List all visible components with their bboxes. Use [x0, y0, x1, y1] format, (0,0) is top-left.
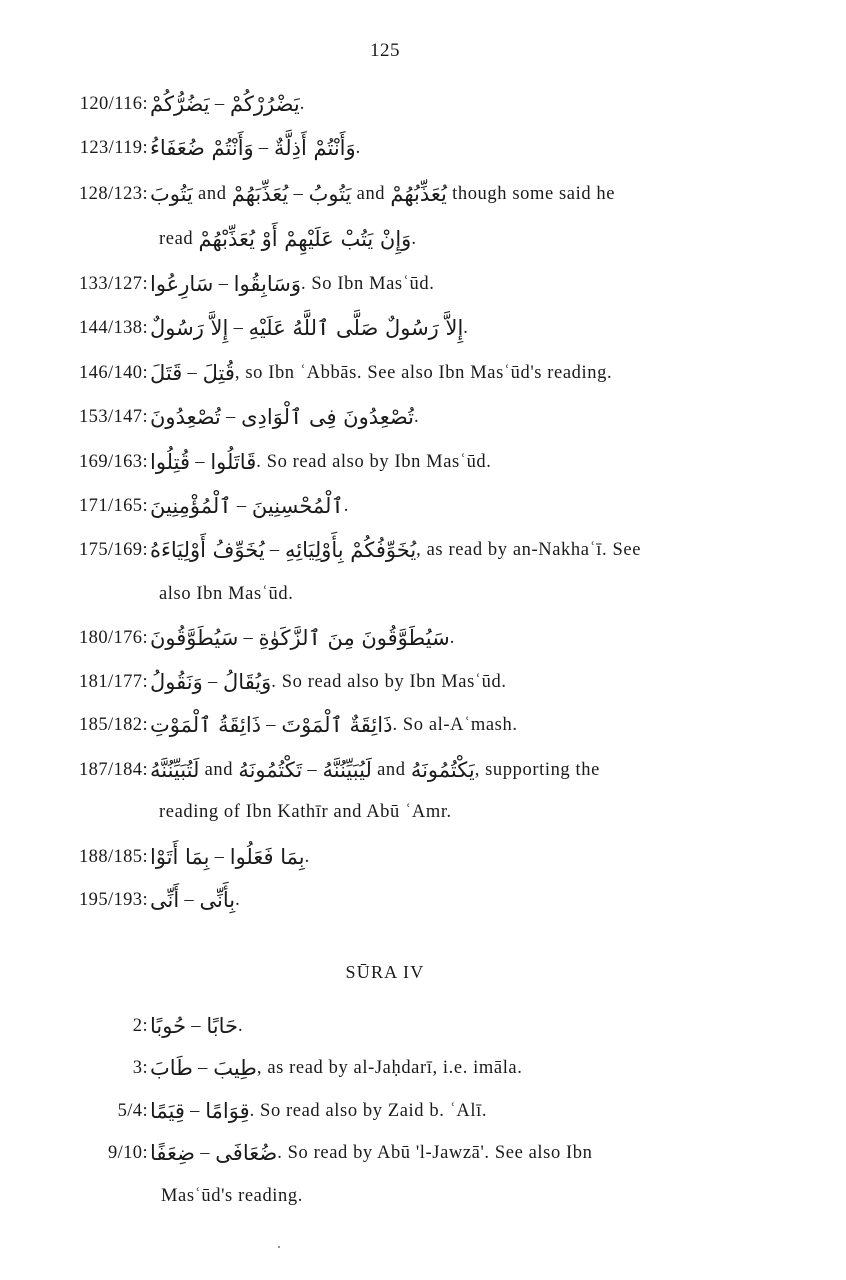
entry-text: [150, 361, 715, 385]
entry-text: [150, 316, 715, 340]
verse-reference: 146/140:: [79, 363, 148, 383]
section-heading: SŪRA IV: [345, 962, 425, 982]
continuation-text: Masʿūd's reading.: [161, 1186, 303, 1206]
verse-reference: 188/185:: [79, 847, 148, 867]
verse-reference: 195/193:: [79, 890, 148, 910]
arabic-reading: سَارِعُوا: [150, 272, 214, 296]
arabic-reading: بِمَا أَتَوْا: [150, 845, 210, 869]
arabic-reading: ضِعَفًا: [150, 1141, 195, 1165]
connector: and: [371, 760, 411, 780]
separator: –: [184, 1101, 206, 1121]
arabic-reading: تُصْعِدُونَ فِى ٱلْوَادِى: [241, 405, 414, 429]
entry-note: , as read by an-Nakhaʿī. See: [416, 540, 642, 560]
separator: –: [231, 496, 252, 516]
entry-text: [150, 1056, 715, 1080]
arabic-reading: يُعَذِّبَهُمْ: [231, 182, 289, 206]
arabic-reading: ذَائِقَةٌ ٱلْمَوْتَ: [281, 713, 393, 737]
arabic-reading: يَضْرُرْكُمْ: [229, 92, 300, 116]
verse-reference: 185/182:: [79, 715, 148, 735]
arabic-reading: طِيبَ: [213, 1056, 257, 1080]
entry-text: [150, 845, 715, 869]
entry-text: [150, 758, 715, 782]
entry-note: .: [355, 138, 361, 158]
separator: –: [228, 318, 249, 338]
verse-reference: 175/169:: [79, 540, 148, 560]
arabic-reading: سَيُطَوَّقُونَ: [150, 626, 239, 650]
separator: –: [209, 94, 230, 114]
arabic-reading: قُتِلُوا: [150, 450, 191, 474]
entry-text: [150, 1099, 715, 1123]
arabic-reading: لَتُبَيِّنُنَّهُ: [150, 758, 200, 782]
arabic-reading: يَضُرُّكُمْ: [150, 92, 210, 116]
entry-text: [150, 670, 715, 694]
separator: –: [192, 1058, 214, 1078]
arabic-reading: طَابَ: [150, 1056, 193, 1080]
entry-note: , as read by al-Jaḥdarī, i.e. imāla.: [256, 1058, 523, 1078]
entry-note: , so Ibn ʿAbbās. See also Ibn Masʿūd's reading.: [234, 363, 613, 383]
separator: –: [302, 760, 323, 780]
arabic-reading: يُخَوِّفُكُمْ بِأَوْلِيَائِهِ: [285, 538, 417, 562]
separator: –: [288, 184, 309, 204]
separator: –: [209, 847, 230, 867]
entry-note: though some said he: [446, 184, 616, 204]
separator: –: [264, 540, 285, 560]
separator: –: [194, 1143, 216, 1163]
entry-text: [150, 405, 715, 429]
entry-note: .: [463, 318, 469, 338]
arabic-reading: قُتِلَ: [202, 361, 235, 385]
continuation-text: reading of Ibn Kathīr and Abū ʿAmr.: [159, 802, 452, 822]
verse-reference: 169/163:: [79, 452, 148, 472]
entry-note: . So read also by Zaid b. ʿAlī.: [249, 1101, 488, 1121]
verse-reference: 171/165:: [79, 496, 148, 516]
entry-note: .: [235, 890, 241, 910]
entry-note: .: [411, 229, 417, 249]
entry-text: [150, 136, 715, 160]
arabic-reading: ٱلْمُؤْمِنِينَ: [150, 494, 232, 518]
entry-note: , supporting the: [474, 760, 600, 780]
arabic-reading: يَتُوبَ: [150, 182, 193, 206]
arabic-reading: قِوَامًا: [205, 1099, 250, 1123]
connector: and: [351, 184, 391, 204]
arabic-reading: لَيُبَيِّنُنَّهُ: [322, 758, 372, 782]
separator: –: [182, 363, 203, 383]
entry-note: .: [299, 94, 305, 114]
entry-note: .: [304, 847, 310, 867]
entry-text: [150, 494, 715, 518]
arabic-reading: يَتُوبُ: [308, 182, 352, 206]
entry-note: . So read also by Ibn Masʿūd.: [256, 452, 492, 472]
verse-reference: 153/147:: [79, 407, 148, 427]
arabic-reading: قِيَمًا: [150, 1099, 185, 1123]
separator: –: [261, 715, 282, 735]
arabic-reading: تَكْتُمُونَهُ: [238, 758, 303, 782]
entry-text: [150, 450, 715, 474]
arabic-reading: قَاتَلُوا: [210, 450, 257, 474]
entry-note: . So al-Aʿmash.: [392, 715, 518, 735]
arabic-reading: وَأَنْتُمْ ضُعَفَاءُ: [150, 136, 254, 160]
arabic-reading: وَنَقُولُ: [150, 670, 203, 694]
separator: –: [220, 407, 242, 427]
entry-note: . So read also by Ibn Masʿūd.: [271, 672, 507, 692]
verse-reference: 180/176:: [79, 628, 148, 648]
arabic-reading: وَيُقَالُ: [223, 670, 272, 694]
entry-text: [150, 626, 715, 650]
arabic-reading: حَابًا: [206, 1014, 239, 1038]
verse-reference: 123/119:: [79, 138, 148, 158]
arabic-reading: إِلاَّ رَسُولٌ: [150, 316, 229, 340]
entry-note: . So Ibn Masʿūd.: [300, 274, 435, 294]
separator: –: [190, 452, 211, 472]
connector: and: [192, 184, 232, 204]
verse-reference: 3:: [132, 1058, 148, 1078]
verse-reference: 128/123:: [79, 184, 148, 204]
arabic-reading: تُصْعِدُونَ: [150, 405, 221, 429]
page-number: 125: [370, 40, 400, 61]
arabic-reading: بِمَا فَعَلُوا: [229, 845, 305, 869]
arabic-reading: يُخَوِّفُ أَوْلِيَاءَهُ: [150, 538, 265, 562]
arabic-reading: حُوبًا: [150, 1014, 187, 1038]
arabic-reading: إِلاَّ رَسُولٌ صَلَّى ٱللَّهُ عَلَيْهِ: [248, 316, 464, 340]
arabic-reading: وَإِنْ يَتُبْ عَلَيْهِمْ أَوْ يُعَذِّبْهُمْ: [198, 227, 412, 251]
entry-note: .: [413, 407, 420, 427]
entry-text: [150, 713, 715, 737]
verse-reference: 120/116:: [79, 94, 148, 114]
arabic-reading: سَيُطَوَّقُونَ مِنَ ٱلزَّكَوٰةِ: [258, 626, 450, 650]
entry-note: . So read by Abū 'l-Jawzā'. See also Ibn: [277, 1143, 593, 1163]
separator: –: [238, 628, 259, 648]
arabic-reading: أَنِّى: [150, 888, 180, 912]
entry-text: [150, 272, 715, 296]
entry-text: [150, 1141, 715, 1165]
entry-text: [150, 1014, 715, 1038]
arabic-reading: بِأَنِّى: [199, 888, 236, 912]
separator: –: [213, 274, 234, 294]
entry-note: read: [159, 229, 194, 249]
entry-text: [150, 92, 715, 116]
arabic-reading: ذَائِقَةُ ٱلْمَوْتِ: [150, 713, 262, 737]
arabic-reading: ضُعَافَى: [215, 1141, 278, 1165]
verse-reference: 9/10:: [107, 1143, 148, 1163]
arabic-reading: وَأَنْتُمْ أَذِلَّةٌ: [273, 136, 356, 160]
entry-note: .: [238, 1016, 244, 1036]
verse-reference: 181/177:: [79, 672, 148, 692]
separator: –: [186, 1016, 207, 1036]
verse-reference: 133/127:: [79, 274, 148, 294]
continuation-text: also Ibn Masʿūd.: [159, 584, 294, 604]
entry-text: [150, 888, 715, 912]
verse-reference: 187/184:: [79, 760, 148, 780]
arabic-reading: ٱلْمُحْسِنِينَ: [251, 494, 344, 518]
entry-text: [150, 182, 715, 206]
verse-reference: 2:: [132, 1016, 148, 1036]
connector: and: [199, 760, 239, 780]
separator: –: [179, 890, 200, 910]
arabic-reading: يُعَذِّبُهُمْ: [390, 182, 447, 206]
arabic-reading: يَكْتُمُونَهُ: [410, 758, 475, 782]
verse-reference: 144/138:: [79, 318, 148, 338]
continuation-text: [159, 227, 417, 251]
verse-reference: 5/4:: [117, 1101, 148, 1121]
print-speck: [278, 1246, 280, 1248]
separator: –: [202, 672, 224, 692]
entry-note: .: [343, 496, 349, 516]
arabic-reading: قَتَلَ: [150, 361, 183, 385]
separator: –: [253, 138, 274, 158]
arabic-reading: وَسَابِقُوا: [233, 272, 301, 296]
entry-note: .: [449, 628, 455, 648]
entry-text: [150, 538, 715, 562]
